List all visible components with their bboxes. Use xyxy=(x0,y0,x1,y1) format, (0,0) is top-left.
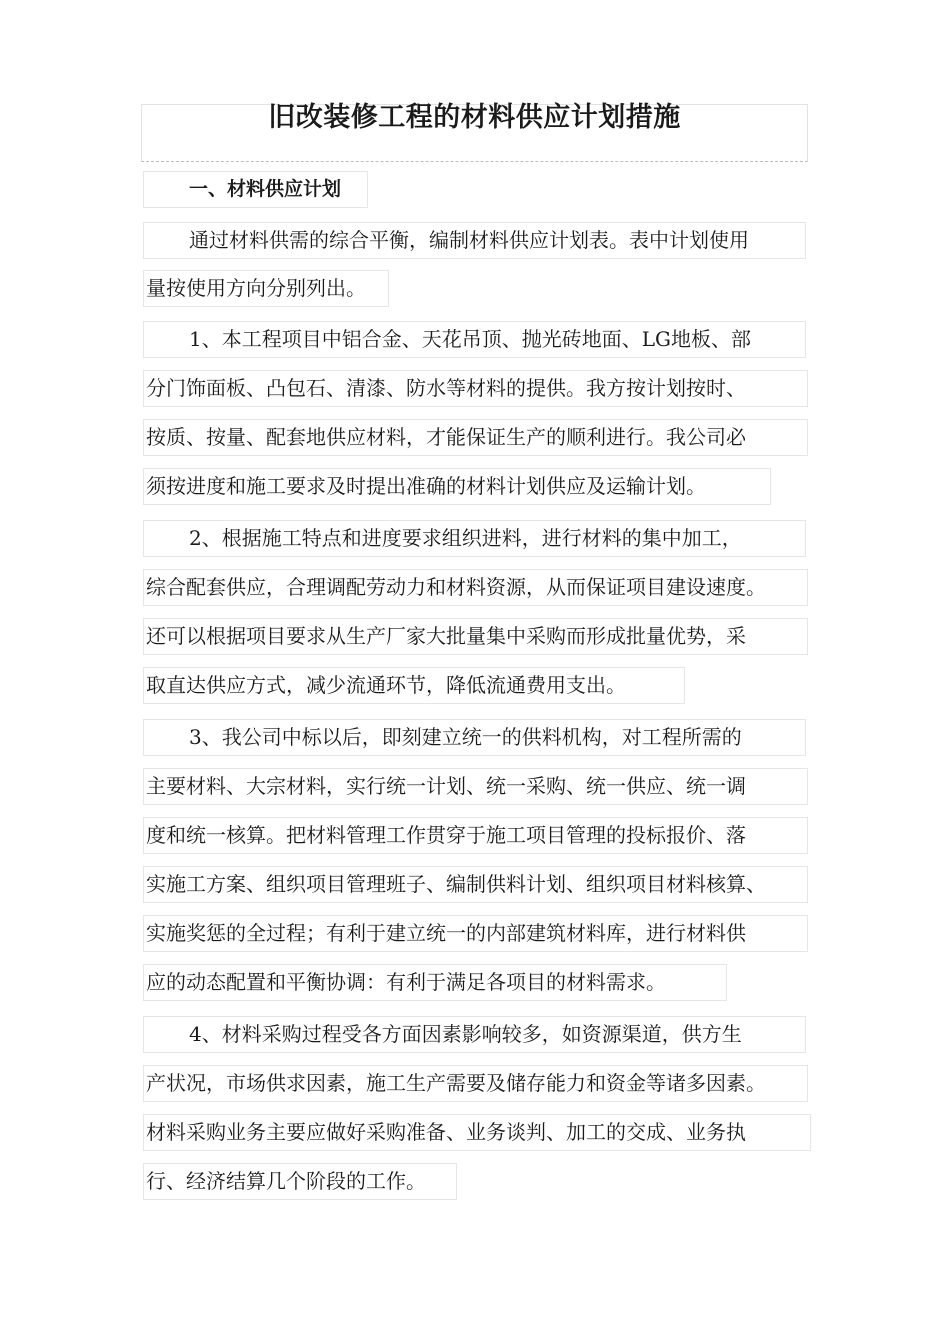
body-line: 综合配套供应，合理调配劳动力和材料资源，从而保证项目建设速度。 xyxy=(143,569,808,606)
body-line: 度和统一核算。把材料管理工作贯穿于施工项目管理的投标报价、落 xyxy=(143,817,808,854)
body-line: 取直达供应方式，减少流通环节，降低流通费用支出。 xyxy=(143,667,685,704)
body-line: 主要材料、大宗材料，实行统一计划、统一采购、统一供应、统一调 xyxy=(143,768,808,805)
body-line: 行、经济结算几个阶段的工作。 xyxy=(143,1163,457,1200)
body-line: 3、我公司中标以后，即刻建立统一的供料机构，对工程所需的 xyxy=(143,719,806,756)
body-line: 按质、按量、配套地供应材料，才能保证生产的顺利进行。我公司必 xyxy=(143,419,808,456)
body-line: 应的动态配置和平衡协调：有利于满足各项目的材料需求。 xyxy=(143,964,727,1001)
body-line: 1、本工程项目中铝合金、天花吊顶、抛光砖地面、LG地板、部 xyxy=(143,321,806,358)
body-line: 须按进度和施工要求及时提出准确的材料计划供应及运输计划。 xyxy=(143,468,771,505)
body-line: 分门饰面板、凸包石、清漆、防水等材料的提供。我方按计划按时、 xyxy=(143,370,808,407)
body-line: 量按使用方向分别列出。 xyxy=(143,270,389,307)
body-line: 通过材料供需的综合平衡，编制材料供应计划表。表中计划使用 xyxy=(143,222,806,259)
body-line: 4、材料采购过程受各方面因素影响较多，如资源渠道，供方生 xyxy=(143,1016,806,1053)
page-title: 旧改装修工程的材料供应计划措施 xyxy=(268,102,681,133)
body-line: 实施工方案、组织项目管理班子、编制供料计划、组织项目材料核算、 xyxy=(143,866,808,903)
body-line: 产状况，市场供求因素，施工生产需要及储存能力和资金等诸多因素。 xyxy=(143,1065,808,1102)
body-line: 实施奖惩的全过程；有利于建立统一的内部建筑材料库，进行材料供 xyxy=(143,915,808,952)
body-line: 材料采购业务主要应做好采购准备、业务谈判、加工的交成、业务执 xyxy=(143,1114,811,1151)
body-line: 2、根据施工特点和进度要求组织进料，进行材料的集中加工， xyxy=(143,520,806,557)
section-heading: 一、材料供应计划 xyxy=(143,171,368,208)
body-line: 还可以根据项目要求从生产厂家大批量集中采购而形成批量优势，采 xyxy=(143,618,808,655)
